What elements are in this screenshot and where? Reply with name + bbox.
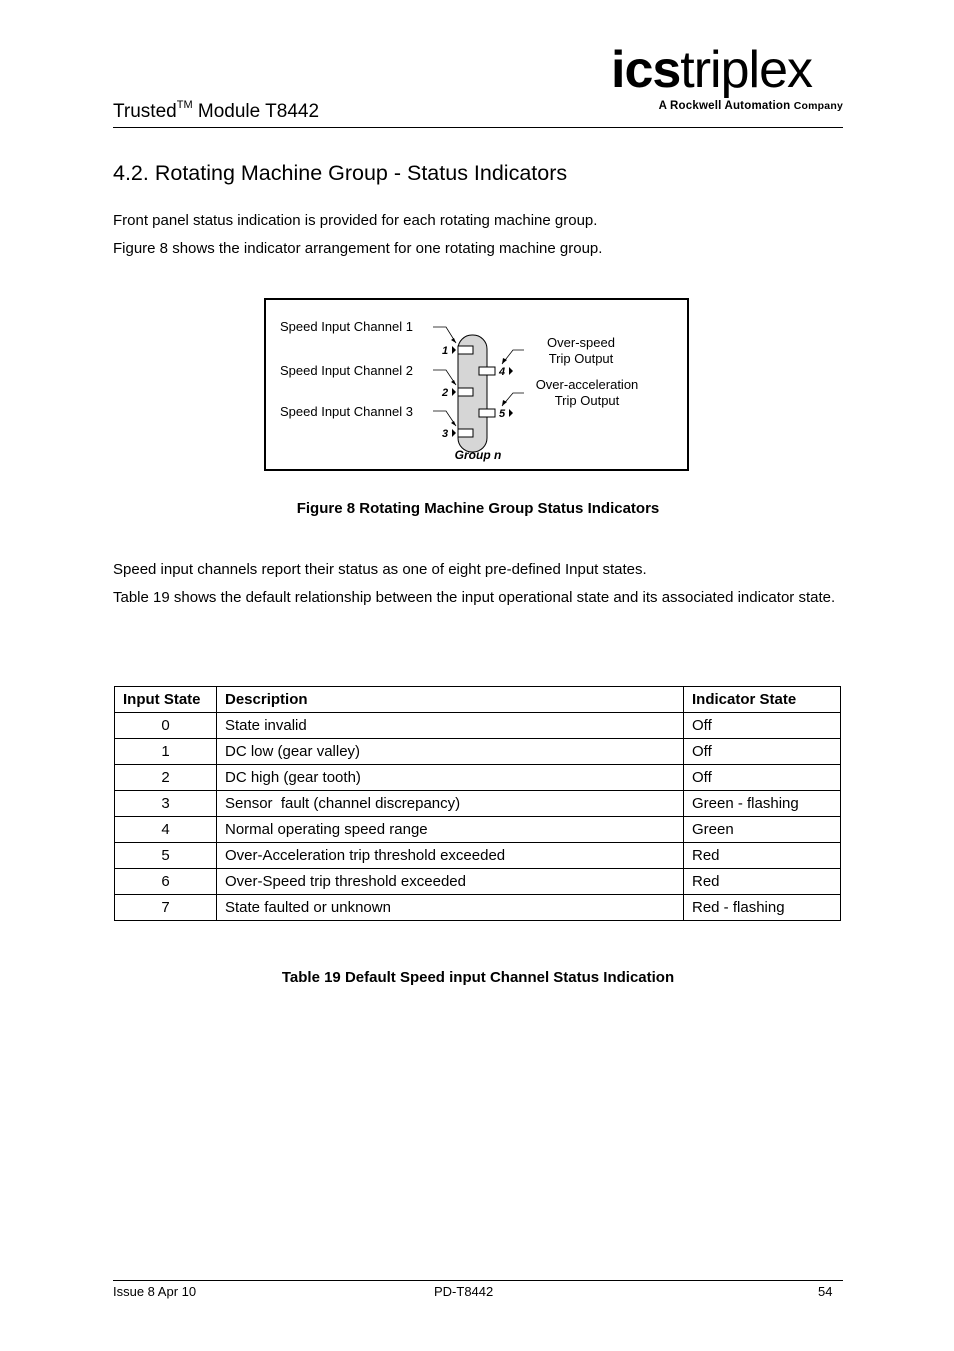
label-speed-input-channel-2: Speed Input Channel 2 (280, 363, 413, 378)
led-number-2: 2 (442, 387, 449, 399)
led-1 (458, 346, 473, 354)
pointer-line-overspeed (502, 350, 524, 364)
led-number-5: 5 (499, 408, 506, 420)
table-row: 4 Normal operating speed range Green (115, 817, 841, 843)
led-5 (479, 409, 495, 417)
label-overaccel-line1: Over-acceleration (535, 377, 639, 392)
table-row: 5 Over-Acceleration trip threshold exceeded Red (115, 843, 841, 869)
table-header-row (115, 687, 841, 713)
arrowhead-icon (452, 429, 456, 437)
table-row: 3 Sensor fault (channel discrepancy) Green - flashing (115, 791, 841, 817)
table-row: 6 Over-Speed trip threshold exceeded Red (115, 869, 841, 895)
table-row: 1 DC low (gear valley) Off (115, 739, 841, 765)
led-number-3: 3 (442, 428, 449, 440)
label-speed-input-channel-1: Speed Input Channel 1 (280, 319, 413, 334)
logo-tagline: A Rockwell Automation (658, 100, 791, 112)
led-3 (458, 429, 473, 437)
paragraph-2: Figure 8 shows the indicator arrangement for one rotating machine group. (113, 240, 603, 257)
arrowhead-icon (509, 409, 513, 417)
logo-triplex-text: triplex (680, 41, 813, 99)
paragraph-1: Front panel status indication is provided for each rotating machine group. (113, 212, 598, 229)
ics-triplex-logo (611, 41, 843, 112)
label-overspeed-line2: Trip Output (548, 351, 614, 366)
table-row: 7 State faulted or unknown Red - flashing (115, 895, 841, 921)
led-number-4: 4 (499, 366, 506, 378)
logo-company: Company (793, 100, 843, 112)
section-heading: 4.2. Rotating Machine Group - Status Indicators (113, 161, 568, 185)
status-indication-table (114, 686, 841, 921)
led-number-1: 1 (442, 345, 449, 357)
footer-page-number: 54 (818, 1284, 833, 1299)
trademark-superscript: TM (176, 99, 193, 111)
footer-doc-id: PD-T8442 (434, 1284, 494, 1299)
col-header-indicator-state: Indicator State (684, 687, 841, 713)
label-overaccel-line2: Trip Output (554, 393, 620, 408)
header-divider (113, 127, 843, 128)
label-speed-input-channel-3: Speed Input Channel 3 (280, 404, 413, 419)
table-caption: Table 19 Default Speed input Channel Status Indication (281, 969, 675, 986)
col-header-input-state: Input State (115, 687, 217, 713)
label-overspeed-line1: Over-speed (547, 335, 615, 350)
led-2 (458, 388, 473, 396)
paragraph-3: Speed input channels report their status as one of eight pre-defined Input states. (113, 561, 647, 578)
table-row: 0 State invalid Off (115, 713, 841, 739)
figure-indicator-diagram (264, 298, 689, 471)
arrowhead-icon (452, 346, 456, 354)
label-group-n: Group n (454, 448, 502, 462)
logo-ics-text: ics (611, 41, 681, 99)
arrowhead-icon (509, 367, 513, 375)
figure-caption: Figure 8 Rotating Machine Group Status Indicators (296, 500, 660, 517)
arrowhead-icon (452, 388, 456, 396)
document-title: Trusted™ Module T8442 (113, 99, 320, 122)
table-row: 2 DC high (gear tooth) Off (115, 765, 841, 791)
pointer-line-overaccel (502, 393, 524, 406)
paragraph-4: Table 19 shows the default relationship between the input operational state and its associated indicator state. (113, 589, 836, 606)
footer-issue: Issue 8 Apr 10 (113, 1284, 197, 1299)
col-header-description: Description (217, 687, 684, 713)
footer-divider (113, 1280, 843, 1281)
led-4 (479, 367, 495, 375)
